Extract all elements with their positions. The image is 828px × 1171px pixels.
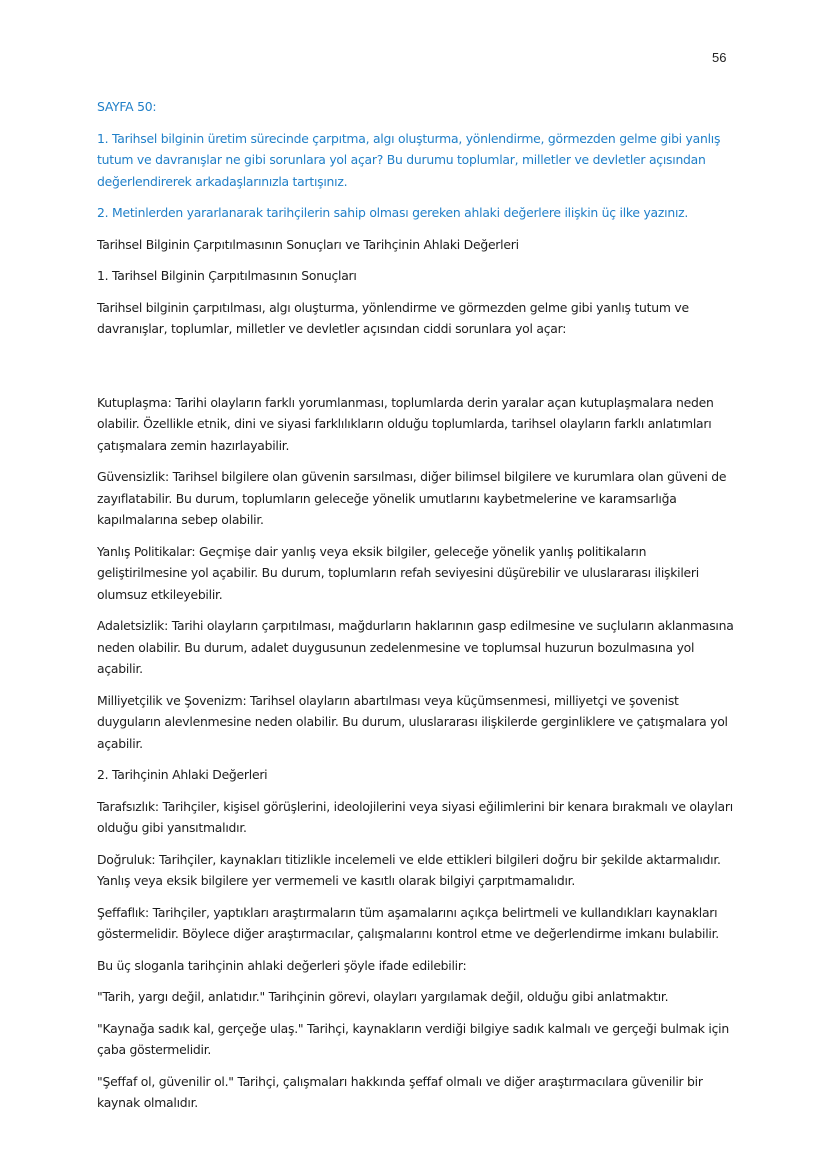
value-impartiality: Tarafsızlık: Tarihçiler, kişisel görüşlerini, ideolojilerini veya siyasi eğilimlerini bir kenara bırakmalı ve olayları olduğu gibi yansıtmalıdır.: [97, 798, 733, 835]
value-accuracy: Doğruluk: Tarihçiler, kaynakları titizlikle incelemeli ve elde ettikleri bilgileri doğru bir şekilde aktarmalıdır. Yanlış veya eksik bilgilere yer vermemeli ve kasıtlı olarak bilgiyi çarpıtmamalıdır.: [97, 851, 721, 888]
consequence-polarization: Kutuplaşma: Tarihi olayların farklı yorumlanması, toplumlarda derin yaralar açan kutuplaşmalara neden olabilir. Özellikle etnik, dini ve siyasi farklılıkların olduğu toplumlarda, tarihsel olayların farklı anlatımları çatışmalara zemin hazırlayabilir.: [97, 394, 714, 453]
question-1: 1. Tarihsel bilginin üretim sürecinde çarpıtma, algı oluşturma, yönlendirme, görmezden gelme gibi yanlış tutum ve davranışlar ne gibi sorunlara yol açar? Bu durumu toplumlar, milletler ve devletler açısından değerlendirerek arkadaşlarınızla tartışınız.: [97, 130, 721, 189]
consequence-wrong-policies: Yanlış Politikalar: Geçmişe dair yanlış veya eksik bilgiler, geleceğe yönelik yanlış politikaların geliştirilmesine yol açabilir. Bu durum, toplumların refah seviyesini düşürebilir ve uluslararası ilişkileri olumsuz etkileyebilir.: [97, 543, 699, 602]
answer-title: Tarihsel Bilginin Çarpıtılmasının Sonuçları ve Tarihçinin Ahlaki Değerleri: [97, 236, 519, 252]
consequence-nationalism: Milliyetçilik ve Şovenizm: Tarihsel olayların abartılması veya küçümsenmesi, milliyetçi ve şovenist duyguların alevlenmesine neden olabilir. Bu durum, uluslararası ilişkilerde gerginliklere ve çatışmalara yol açabilir.: [97, 692, 728, 751]
section-2-title: 2. Tarihçinin Ahlaki Değerleri: [97, 767, 268, 782]
slogan-2: "Kaynağa sadık kal, gerçeğe ulaş." Tarihçi, kaynakların verdiği bilgiye sadık kalmalı ve gerçeği bulmak için çaba göstermelidir.: [97, 1020, 729, 1057]
value-transparency: Şeffaflık: Tarihçiler, yaptıkları araştırmaların tüm aşamalarını açıkça belirtmeli ve kullandıkları kaynakları göstermelidir. Böylece diğer araştırmacılar, çalışmalarını kontrol etme ve değerlendirme imkanı bulabilir.: [97, 904, 719, 941]
slogan-3: "Şeffaf ol, güvenilir ol." Tarihçi, çalışmaları hakkında şeffaf olmalı ve diğer araştırmacılara güvenilir bir kaynak olmalıdır.: [97, 1073, 703, 1110]
spacer: [97, 350, 737, 392]
consequence-injustice: Adaletsizlik: Tarihi olayların çarpıtılması, mağdurların haklarının gasp edilmesine ve suçluların aklanmasına neden olabilir. Bu durum, adalet duygusunun zedelenmesine ve toplumsal huzurun bozulmasına yol açabilir.: [97, 618, 734, 676]
question-2: 2. Metinlerden yararlanarak tarihçilerin sahip olması gereken ahlaki değerlere ilişkin üç ilke yazınız.: [97, 205, 689, 220]
slogan-1: "Tarih, yargı değil, anlatıdır." Tarihçinin görevi, olayları yargılamak değil, olduğu gibi anlatmaktır.: [97, 989, 669, 1004]
page-content: [97, 96, 737, 1124]
section-1-intro: Tarihsel bilginin çarpıtılması, algı oluşturma, yönlendirme ve görmezden gelme gibi yanlış tutum ve davranışlar, toplumlar, milletler ve devletler açısından ciddi sorunlara yol açar:: [97, 299, 689, 336]
questions-heading: SAYFA 50:: [97, 99, 157, 114]
consequence-distrust: Güvensizlik: Tarihsel bilgilere olan güvenin sarsılması, diğer bilimsel bilgilere ve kurumlara olan güveni de zayıflatabilir. Bu durum, toplumların geleceğe yönelik umutlarını kaybetmelerine ve karamsarlığa kapılmalarına sebep olabilir.: [97, 469, 727, 527]
page-number: 56: [712, 50, 727, 65]
slogans-intro: Bu üç sloganla tarihçinin ahlaki değerleri şöyle ifade edilebilir:: [97, 957, 467, 973]
section-1-title: 1. Tarihsel Bilginin Çarpıtılmasının Sonuçları: [97, 268, 357, 283]
